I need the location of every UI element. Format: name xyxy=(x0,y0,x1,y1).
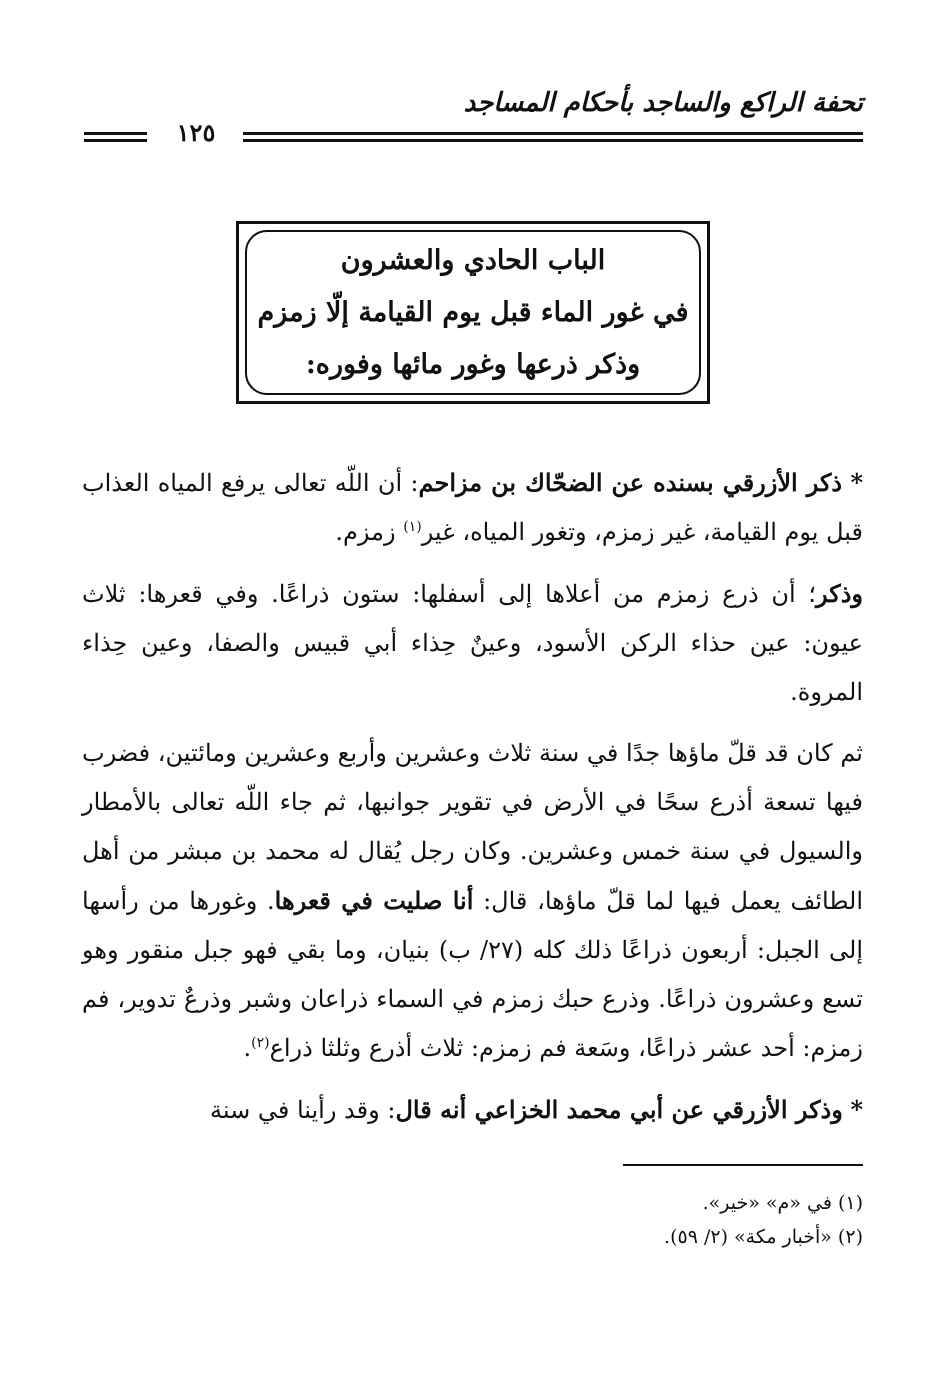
chapter-title-frame xyxy=(236,221,710,404)
running-title: تحفة الراكع والساجد بأحكام المساجد xyxy=(463,88,863,118)
paragraph-1-text-a: : أن اللّه تعالى يرفع المياه العذاب قبل يوم القيامة، غير زمزم، وتغور المياه، غير xyxy=(82,469,863,546)
body-text xyxy=(82,458,863,1147)
paragraph-3-text-b: . وغورها من رأسها إلى الجبل: أربعون ذراعًا ذلك كله (٢٧/ ب) بنيان، وما بقي فهو جبل منقور وهو تسع وعشرون ذراعًا. وذرع حبك زمزم في السماء ذراعان وشبر وذرعٌ تدوير، فم زمزم: أحد عشر ذراعًا، وسَعة فم زمزم: ثلاث أذرع وثلثا ذراع xyxy=(82,887,864,1062)
footnote-2: (٢) «أخبار مكة» (٢/ ٥٩). xyxy=(664,1226,863,1248)
paragraph-4-lead: وذكر الأزرقي عن أبي محمد الخزاعي أنه قال xyxy=(395,1095,843,1124)
paragraph-2-lead: وذكر xyxy=(816,579,863,608)
footnote-ref-2: (٢) xyxy=(251,1035,270,1051)
chapter-title-line-2: في غور الماء قبل يوم القيامة إلّا زمزم xyxy=(257,296,689,328)
footnote-separator xyxy=(623,1164,863,1166)
asterisk-marker: * xyxy=(850,468,864,497)
footnote-1: (١) في «م» «خير». xyxy=(702,1192,863,1214)
chapter-title-line-1: الباب الحادي والعشرون xyxy=(340,244,606,276)
chapter-title-inner-border xyxy=(245,230,701,395)
paragraph-3 xyxy=(82,729,863,1073)
paragraph-1-text-b: زمزم. xyxy=(335,518,404,546)
paragraph-4-text: : وقد رأينا في سنة xyxy=(209,1096,396,1124)
paragraph-1 xyxy=(82,458,863,557)
page-number: ١٢٥ xyxy=(176,118,216,147)
paragraph-1-lead: ذكر الأزرقي بسنده عن الضحّاك بن مزاحم xyxy=(418,468,843,497)
footnote-ref-1: (١) xyxy=(403,519,422,535)
paragraph-3-bold: أنا صليت في قعرها xyxy=(274,886,474,915)
header-rule-left xyxy=(84,132,147,142)
header-rule-right xyxy=(243,132,863,142)
paragraph-2-text: ؛ أن ذرع زمزم من أعلاها إلى أسفلها: ستون ذراعًا. وفي قعرها: ثلاث عيون: عين حذاء الركن الأسود، وعينٌ حِذاء أبي قبيس والصفا، وعين حِذاء المروة. xyxy=(82,580,863,706)
paragraph-4 xyxy=(82,1085,863,1135)
paragraph-3-text-c: . xyxy=(243,1034,252,1062)
chapter-title-line-3: وذكر ذرعها وغور مائها وفوره: xyxy=(305,348,641,380)
paragraph-2 xyxy=(82,569,863,717)
paragraph-3-text-a: ثم كان قد قلّ ماؤها جدًا في سنة ثلاث وعشرين وأربع وعشرين ومائتين، فضرب فيها تسعة أذرع سحًا في الأرض في تقوير جوانبها، ثم جاء اللّه تعالى بالأمطار والسيول في سنة خمس وعشرين. وكان رجل يُقال له محمد بن مبشر من أهل الطائف يعمل فيها لما قلّ ماؤها، قال: xyxy=(82,739,864,915)
footnotes xyxy=(263,1186,863,1254)
asterisk-marker: * xyxy=(850,1095,863,1124)
